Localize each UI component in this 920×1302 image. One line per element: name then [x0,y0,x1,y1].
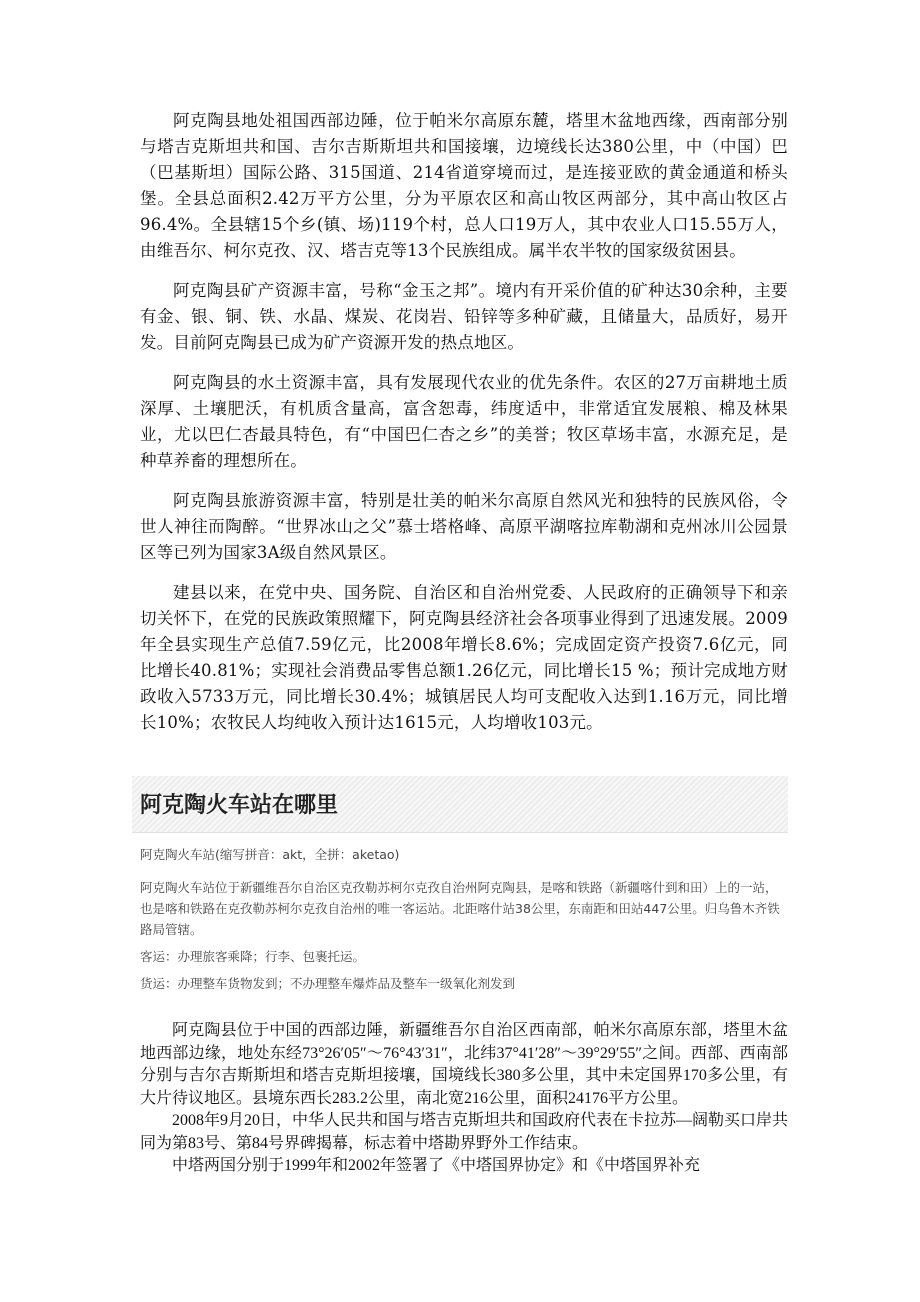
intro-paragraph-agriculture: 阿克陶县的水土资源丰富，具有发展现代农业的优先条件。农区的27万亩耕地土质深厚、土壤肥沃，有机质含量高，富含恕毒，纬度适中，非常适宜发展粮、棉及林果业，尤以巴仁杏最具特色，有“中国巴仁杏之乡”的美誉；牧区草场丰富，水源充足，是种草养畜的理想所在。 [140,373,788,470]
intro-paragraph-minerals: 阿克陶县矿产资源丰富，号称“金玉之邦”。境内有开采价值的矿种达30余种，主要有金、银、铜、铁、水晶、煤炭、花岗岩、铅锌等多种矿藏，且储量大，品质好，易开发。目前阿克陶县已成为矿产资源开发的热点地区。 [140,281,788,352]
station-section [140,844,788,1000]
station-passenger-service: 客运：办理旅客乘降；行李、包裹托运。 [140,949,366,964]
intro-paragraph-tourism: 阿克陶县旅游资源丰富，特别是壮美的帕米尔高原自然风光和独特的民族风俗，令世人神往而陶醉。“世界冰山之父”慕士塔格峰、高原平湖喀拉库勒湖和克州冰川公园景区等已列为国家3A级自然风景区。 [140,491,788,562]
geography-paragraph-agreements: 中塔两国分别于1999年和2002年签署了《中塔国界协定》和《中塔国界补充 [172,1157,701,1174]
geography-paragraph-boundary-markers: 2008年9月20日，中华人民共和国与塔吉克斯坦共和国政府代表在卡拉苏—阔勒买口岸共同为第83号、第84号界碑揭幕，标志着中塔勘界野外工作结束。 [140,1112,789,1152]
station-section-header [132,776,788,833]
geography-section [140,1020,788,1178]
station-section-title: 阿克陶火车站在哪里 [140,793,339,818]
intro-paragraph-location: 阿克陶县地处祖国西部边陲，位于帕米尔高原东麓，塔里木盆地西缘，西南部分别与塔吉克斯坦共和国、吉尔吉斯斯坦共和国接壤，边境线长达380公里，中（中国）巴（巴基斯坦）国际公路、315国道、214省道穿境而过，是连接亚欧的黄金通道和桥头堡。全县总面积2.42万平方公里，分为平原农区和高山牧区两部分，其中高山牧区占96.4%。全县辖15个乡(镇、场)119个村，总人口19万人，其中农业人口15.55万人，由维吾尔、柯尔克孜、汉、塔吉克等13个民族组成。属半农半牧的国家级贫困县。 [140,111,788,260]
intro-paragraph-economy: 建县以来，在党中央、国务院、自治区和自治州党委、人民政府的正确领导下和亲切关怀下，在党的民族政策照耀下，阿克陶县经济社会各项事业得到了迅速发展。2009年全县实现生产总值7.59亿元，比2008年增长8.6%；完成固定资产投资7.6亿元，同比增长40.81%；实现社会消费品零售总额1.26亿元，同比增长15 %；预计完成地方财政收入5733万元，同比增长30.4%；城镇居民人均可支配收入达到1.16万元，同比增长10%；农牧民人均纯收入预计达1615元，人均增收103元。 [140,583,788,732]
station-freight-service: 货运：办理整车货物发到；不办理整车爆炸品及整车一级氧化剂发到 [140,976,516,991]
geography-paragraph-location: 阿克陶县位于中国的西部边陲，新疆维吾尔自治区西南部，帕米尔高原东部，塔里木盆地西部边缘，地处东经73°26′05″～76°43′31″，北纬37°41′28″～39°29′55″之间。西部、西南部分别与吉尔吉斯斯坦和塔吉克斯坦接壤，国境线长380多公里，其中未定国界170多公里，有大片待议地区。县境东西长283.2公里，南北宽216公里，面积24176平方公里。 [140,1022,788,1107]
station-subtitle: 阿克陶火车站(缩写拼音：akt，全拼：aketao) [140,847,400,862]
intro-section [140,108,788,750]
station-description: 阿克陶火车站位于新疆维吾尔自治区克孜勒苏柯尔克孜自治州阿克陶县，是喀和铁路（新疆喀什到和田）上的一站，也是喀和铁路在克孜勒苏柯尔克孜自治州的唯一客运站。北距喀什站38公里，东南距和田站447公里。归乌鲁木齐铁路局管辖。 [140,880,780,937]
